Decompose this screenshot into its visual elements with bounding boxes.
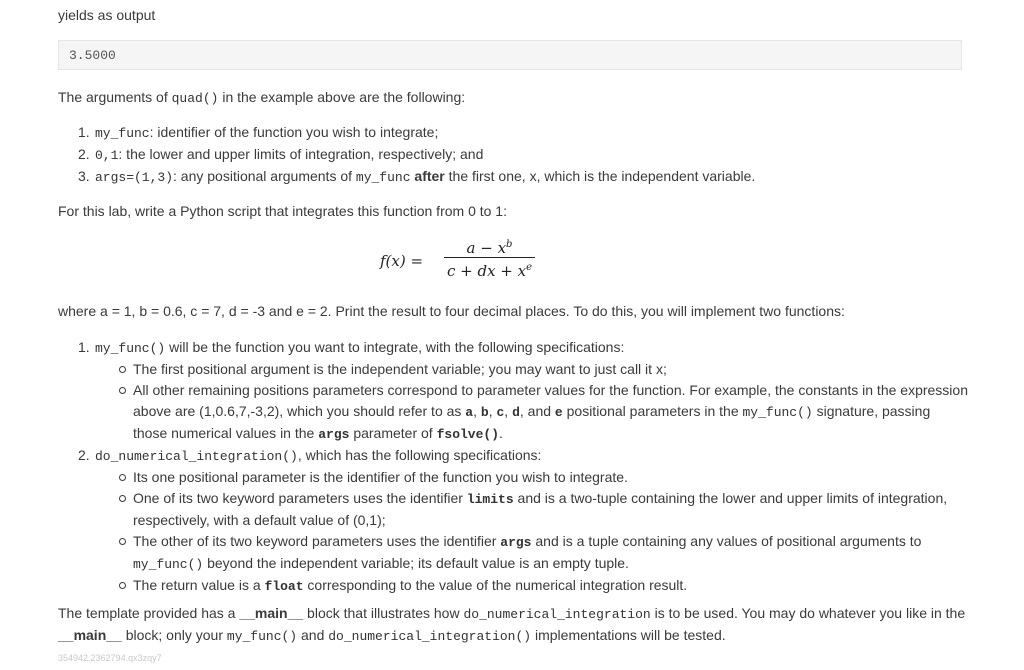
list-item xyxy=(133,467,968,488)
func-code: my_func() xyxy=(133,557,204,572)
separator: , and xyxy=(519,403,555,419)
list-item xyxy=(133,575,968,597)
template-text: implementations will be tested. xyxy=(531,627,726,643)
arg-text: : any positional arguments of xyxy=(173,168,356,184)
functions-list xyxy=(78,337,968,597)
main-block-label: __main__ xyxy=(239,605,304,621)
bullet-icon xyxy=(119,366,126,373)
float-code: float xyxy=(264,579,304,594)
param-b: b xyxy=(480,405,489,420)
func-code: do_numerical_integration() xyxy=(328,629,532,644)
func-text: will be the function you want to integrate, with the following specifications: xyxy=(165,339,625,355)
lab-paragraph: For this lab, write a Python script that integrates this function from 0 to 1: xyxy=(58,203,507,219)
numerator-exponent: b xyxy=(506,239,513,250)
args-code: args xyxy=(318,427,350,442)
equation-fraction xyxy=(442,235,537,281)
func-text: , which has the following specifications: xyxy=(297,447,542,463)
numerator-text: a − x xyxy=(466,239,507,257)
list-number: 2. xyxy=(78,146,90,162)
equation-lhs: f(x) = xyxy=(380,252,424,270)
bullet-icon xyxy=(119,387,126,394)
spec-text: and is a tuple containing any values of positional arguments to xyxy=(531,533,922,549)
arg-text: : identifier of the function you wish to integrate; xyxy=(149,124,439,140)
where-paragraph: where a = 1, b = 0.6, c = 7, d = -3 and e = 2. Print the result to four decimal places. To do this, you will implement two functions: xyxy=(58,303,845,319)
spec-text: beyond the independent variable; its default value is an empty tuple. xyxy=(203,555,629,571)
equation-numerator xyxy=(442,235,537,257)
list-item xyxy=(133,531,968,575)
limits-code: limits xyxy=(466,492,514,507)
template-text: block; only your xyxy=(121,627,227,643)
param-a: a xyxy=(465,405,474,420)
template-paragraph xyxy=(58,603,968,647)
bullet-icon xyxy=(119,582,126,589)
arg-text: : the lower and upper limits of integration, respectively; and xyxy=(118,146,484,162)
func-code: my_func() xyxy=(742,405,813,420)
denominator-exponent: e xyxy=(526,262,533,273)
spec-text: The first positional argument is the independent variable; you may want to just call it x; xyxy=(133,361,667,377)
template-text: is to be used. You may do whatever you like in the xyxy=(650,605,966,621)
args-para-post: in the example above are the following: xyxy=(218,89,466,105)
param-d: d xyxy=(512,405,520,420)
list-item xyxy=(78,122,968,144)
args-paragraph xyxy=(58,87,465,109)
spec-text: . xyxy=(499,425,503,441)
spec-list xyxy=(78,467,968,597)
intro-text: yields as output xyxy=(58,7,156,23)
args-list xyxy=(78,122,968,188)
list-number: 1. xyxy=(78,339,90,355)
args-code: args xyxy=(500,535,532,550)
template-text: block that illustrates how xyxy=(303,605,464,621)
spec-text: signature, passing those numerical values in the xyxy=(133,403,931,441)
list-item xyxy=(78,445,968,597)
template-text: The template provided has a xyxy=(58,605,240,621)
list-item xyxy=(78,166,968,188)
list-item xyxy=(133,488,968,531)
spec-text: All other remaining positions parameters correspond to parameter values for the function. For example, the constants in the expression above are (1,0.6,7,-3,2), which you should refer to as xyxy=(133,382,968,419)
list-item xyxy=(133,359,968,380)
bullet-icon xyxy=(119,474,126,481)
list-number: 3. xyxy=(78,168,90,184)
func-code: my_func() xyxy=(226,629,298,644)
fsolve-code: fsolve() xyxy=(436,427,500,442)
arg-text: the first one, x, which is the independent variable. xyxy=(444,168,756,184)
spec-text: One of its two keyword parameters uses the identifier xyxy=(133,490,467,506)
spec-text: Its one positional parameter is the identifier of the function you wish to integrate. xyxy=(133,469,628,485)
arg-bold: after xyxy=(410,168,445,184)
list-item xyxy=(133,380,968,445)
output-value: 3.5000 xyxy=(69,48,116,63)
arg-code: args=(1,3) xyxy=(95,170,174,185)
output-code-block xyxy=(58,40,962,70)
spec-text: and is a two-tuple containing the lower and upper limits of integration, respectively, with a default value of (0,1); xyxy=(133,490,948,528)
denominator-text: c + dx + x xyxy=(446,262,527,280)
list-number: 2. xyxy=(78,447,90,463)
arg-code: my_func xyxy=(95,126,150,141)
func-code: my_func() xyxy=(95,341,166,356)
spec-list xyxy=(78,359,968,445)
spec-text: parameter of xyxy=(349,425,437,441)
arg-code: my_func xyxy=(355,170,411,185)
list-item xyxy=(78,337,968,445)
spec-text: corresponding to the value of the numerical integration result. xyxy=(303,577,688,593)
separator: , xyxy=(488,403,497,419)
args-para-pre: The arguments of xyxy=(58,89,172,105)
footer-id: 354942.2362794.qx3zqy7 xyxy=(58,653,162,663)
bullet-icon xyxy=(119,538,126,545)
spec-text: positional parameters in the xyxy=(562,403,743,419)
bullet-icon xyxy=(119,495,126,502)
param-e: e xyxy=(554,405,563,420)
main-block-label: __main__ xyxy=(58,627,122,643)
spec-text: The other of its two keyword parameters uses the identifier xyxy=(133,533,501,549)
param-c: c xyxy=(496,405,505,420)
list-item xyxy=(78,144,968,166)
func-code: do_numerical_integration xyxy=(463,607,651,622)
equation xyxy=(380,235,580,285)
template-text: and xyxy=(297,627,329,643)
equation-denominator xyxy=(442,258,537,281)
arg-code: 0,1 xyxy=(95,148,119,163)
separator: , xyxy=(473,403,481,419)
spec-text: The return value is a xyxy=(133,577,265,593)
func-code: do_numerical_integration() xyxy=(95,449,298,464)
list-number: 1. xyxy=(78,124,90,140)
separator: , xyxy=(504,403,513,419)
args-para-code: quad() xyxy=(171,91,219,106)
